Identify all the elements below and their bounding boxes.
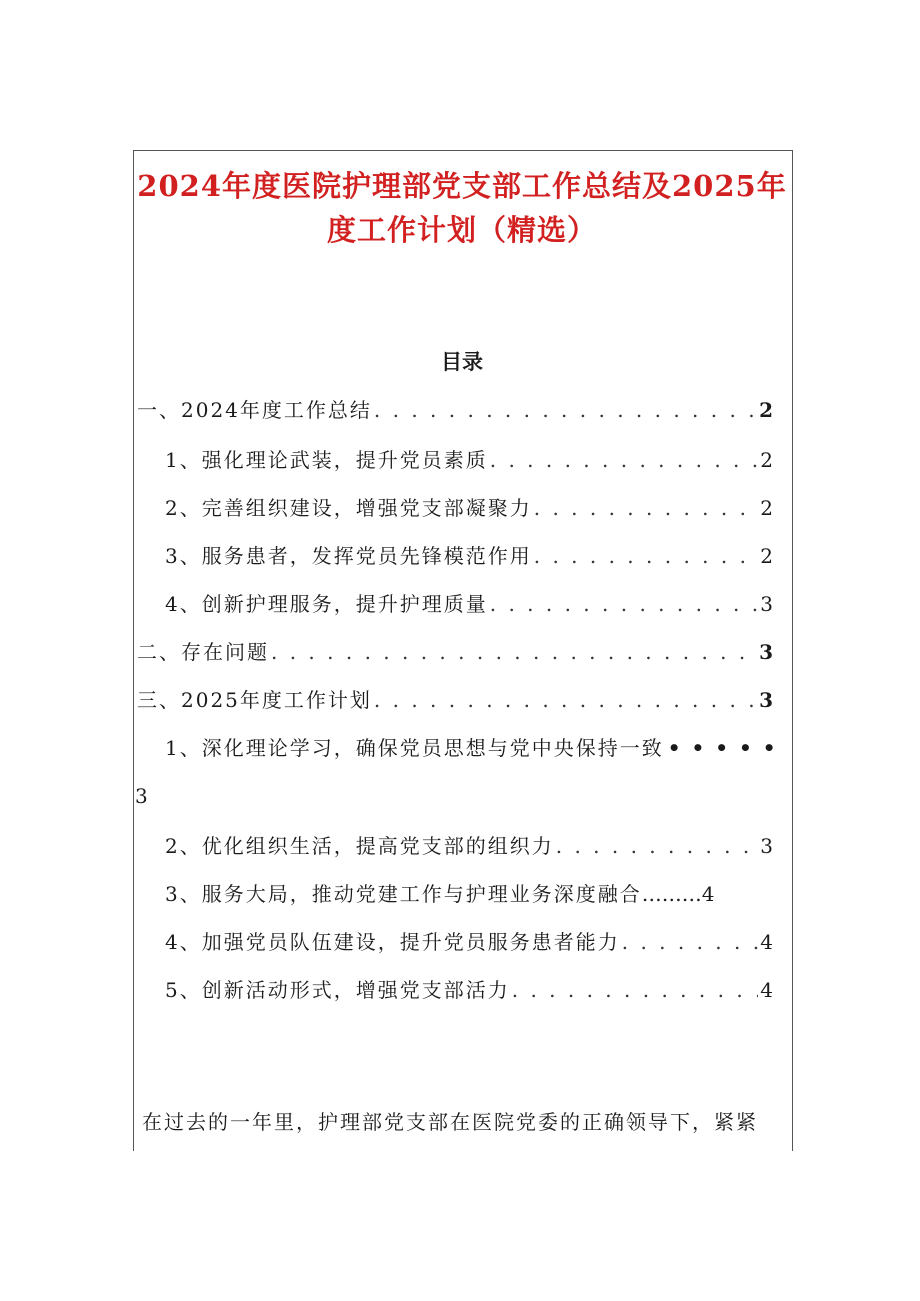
toc-leader-dots xyxy=(534,542,759,570)
toc-entry[interactable] xyxy=(165,734,792,762)
toc-leader-dots: • • • • • xyxy=(667,736,778,760)
toc-entry-page: 2 xyxy=(760,448,773,472)
toc-entry[interactable] xyxy=(165,590,773,618)
toc-entry-label: 三、2025年度工作计划 xyxy=(137,688,372,712)
toc-entry-page: 4 xyxy=(701,882,715,906)
toc-entry-label: 4、加强党员队伍建设，提升党员服务患者能力 xyxy=(165,930,620,954)
toc-entry-label: 4、创新护理服务，提升护理质量 xyxy=(165,592,488,616)
toc-entry[interactable] xyxy=(165,880,714,908)
toc-heading: 目录 xyxy=(441,349,483,374)
toc-leader-dots xyxy=(374,686,757,714)
toc-entry[interactable] xyxy=(137,686,773,714)
toc-entry-label: 1、强化理论武装，提升党员素质 xyxy=(165,448,488,472)
toc-leader-dots xyxy=(556,832,759,860)
toc-entry-label: 3、服务大局，推动党建工作与护理业务深度融合 xyxy=(165,882,642,906)
toc-leader-dots xyxy=(374,396,757,424)
toc-entry-label: 5、创新活动形式，增强党支部活力 xyxy=(165,978,510,1002)
toc-entry-page: 4 xyxy=(760,978,773,1002)
toc-entry-label: 1、深化理论学习，确保党员思想与党中央保持一致 xyxy=(165,736,664,760)
toc-entry[interactable] xyxy=(137,396,773,424)
document-title-line-1: 2024年度医院护理部党支部工作总结及2025年 xyxy=(137,169,787,203)
body-paragraph: 在过去的一年里，护理部党支部在医院党委的正确领导下，紧紧 xyxy=(142,1110,758,1134)
toc-leader-dots xyxy=(271,638,757,666)
toc-leader-dots xyxy=(512,976,759,1004)
toc-entry[interactable] xyxy=(165,832,773,860)
toc-leader-dots xyxy=(490,590,759,618)
toc-entry-page: 4 xyxy=(760,930,773,954)
toc-entry-page: 3 xyxy=(760,592,773,616)
toc-leader-dots xyxy=(622,928,759,956)
toc-entry-page: 3 xyxy=(135,784,148,808)
toc-entry-page: 3 xyxy=(759,640,773,664)
toc-entry-page: 2 xyxy=(760,544,773,568)
toc-leader-dots xyxy=(534,494,759,522)
toc-entry[interactable] xyxy=(165,976,773,1004)
toc-entry[interactable] xyxy=(165,446,773,474)
toc-entry[interactable] xyxy=(165,542,773,570)
toc-entry-label: 二、存在问题 xyxy=(137,640,269,664)
toc-entry-page: 2 xyxy=(759,398,773,422)
toc-entry-page: 3 xyxy=(760,834,773,858)
toc-entry-label: 2、优化组织生活，提高党支部的组织力 xyxy=(165,834,554,858)
toc-entry[interactable] xyxy=(137,638,773,666)
toc-entry[interactable] xyxy=(165,494,773,522)
toc-entry-page: 3 xyxy=(759,688,773,712)
toc-entry-label: 2、完善组织建设，增强党支部凝聚力 xyxy=(165,496,532,520)
toc-leader-dots xyxy=(490,446,759,474)
toc-entry[interactable] xyxy=(165,928,773,956)
document-title-line-2: 度工作计划（精选） xyxy=(326,213,597,247)
toc-entry-label: 3、服务患者，发挥党员先锋模范作用 xyxy=(165,544,532,568)
toc-entry-label: 一、2024年度工作总结 xyxy=(137,398,372,422)
toc-entry-page: 2 xyxy=(760,496,773,520)
toc-leader-dots: ……… xyxy=(641,882,702,906)
